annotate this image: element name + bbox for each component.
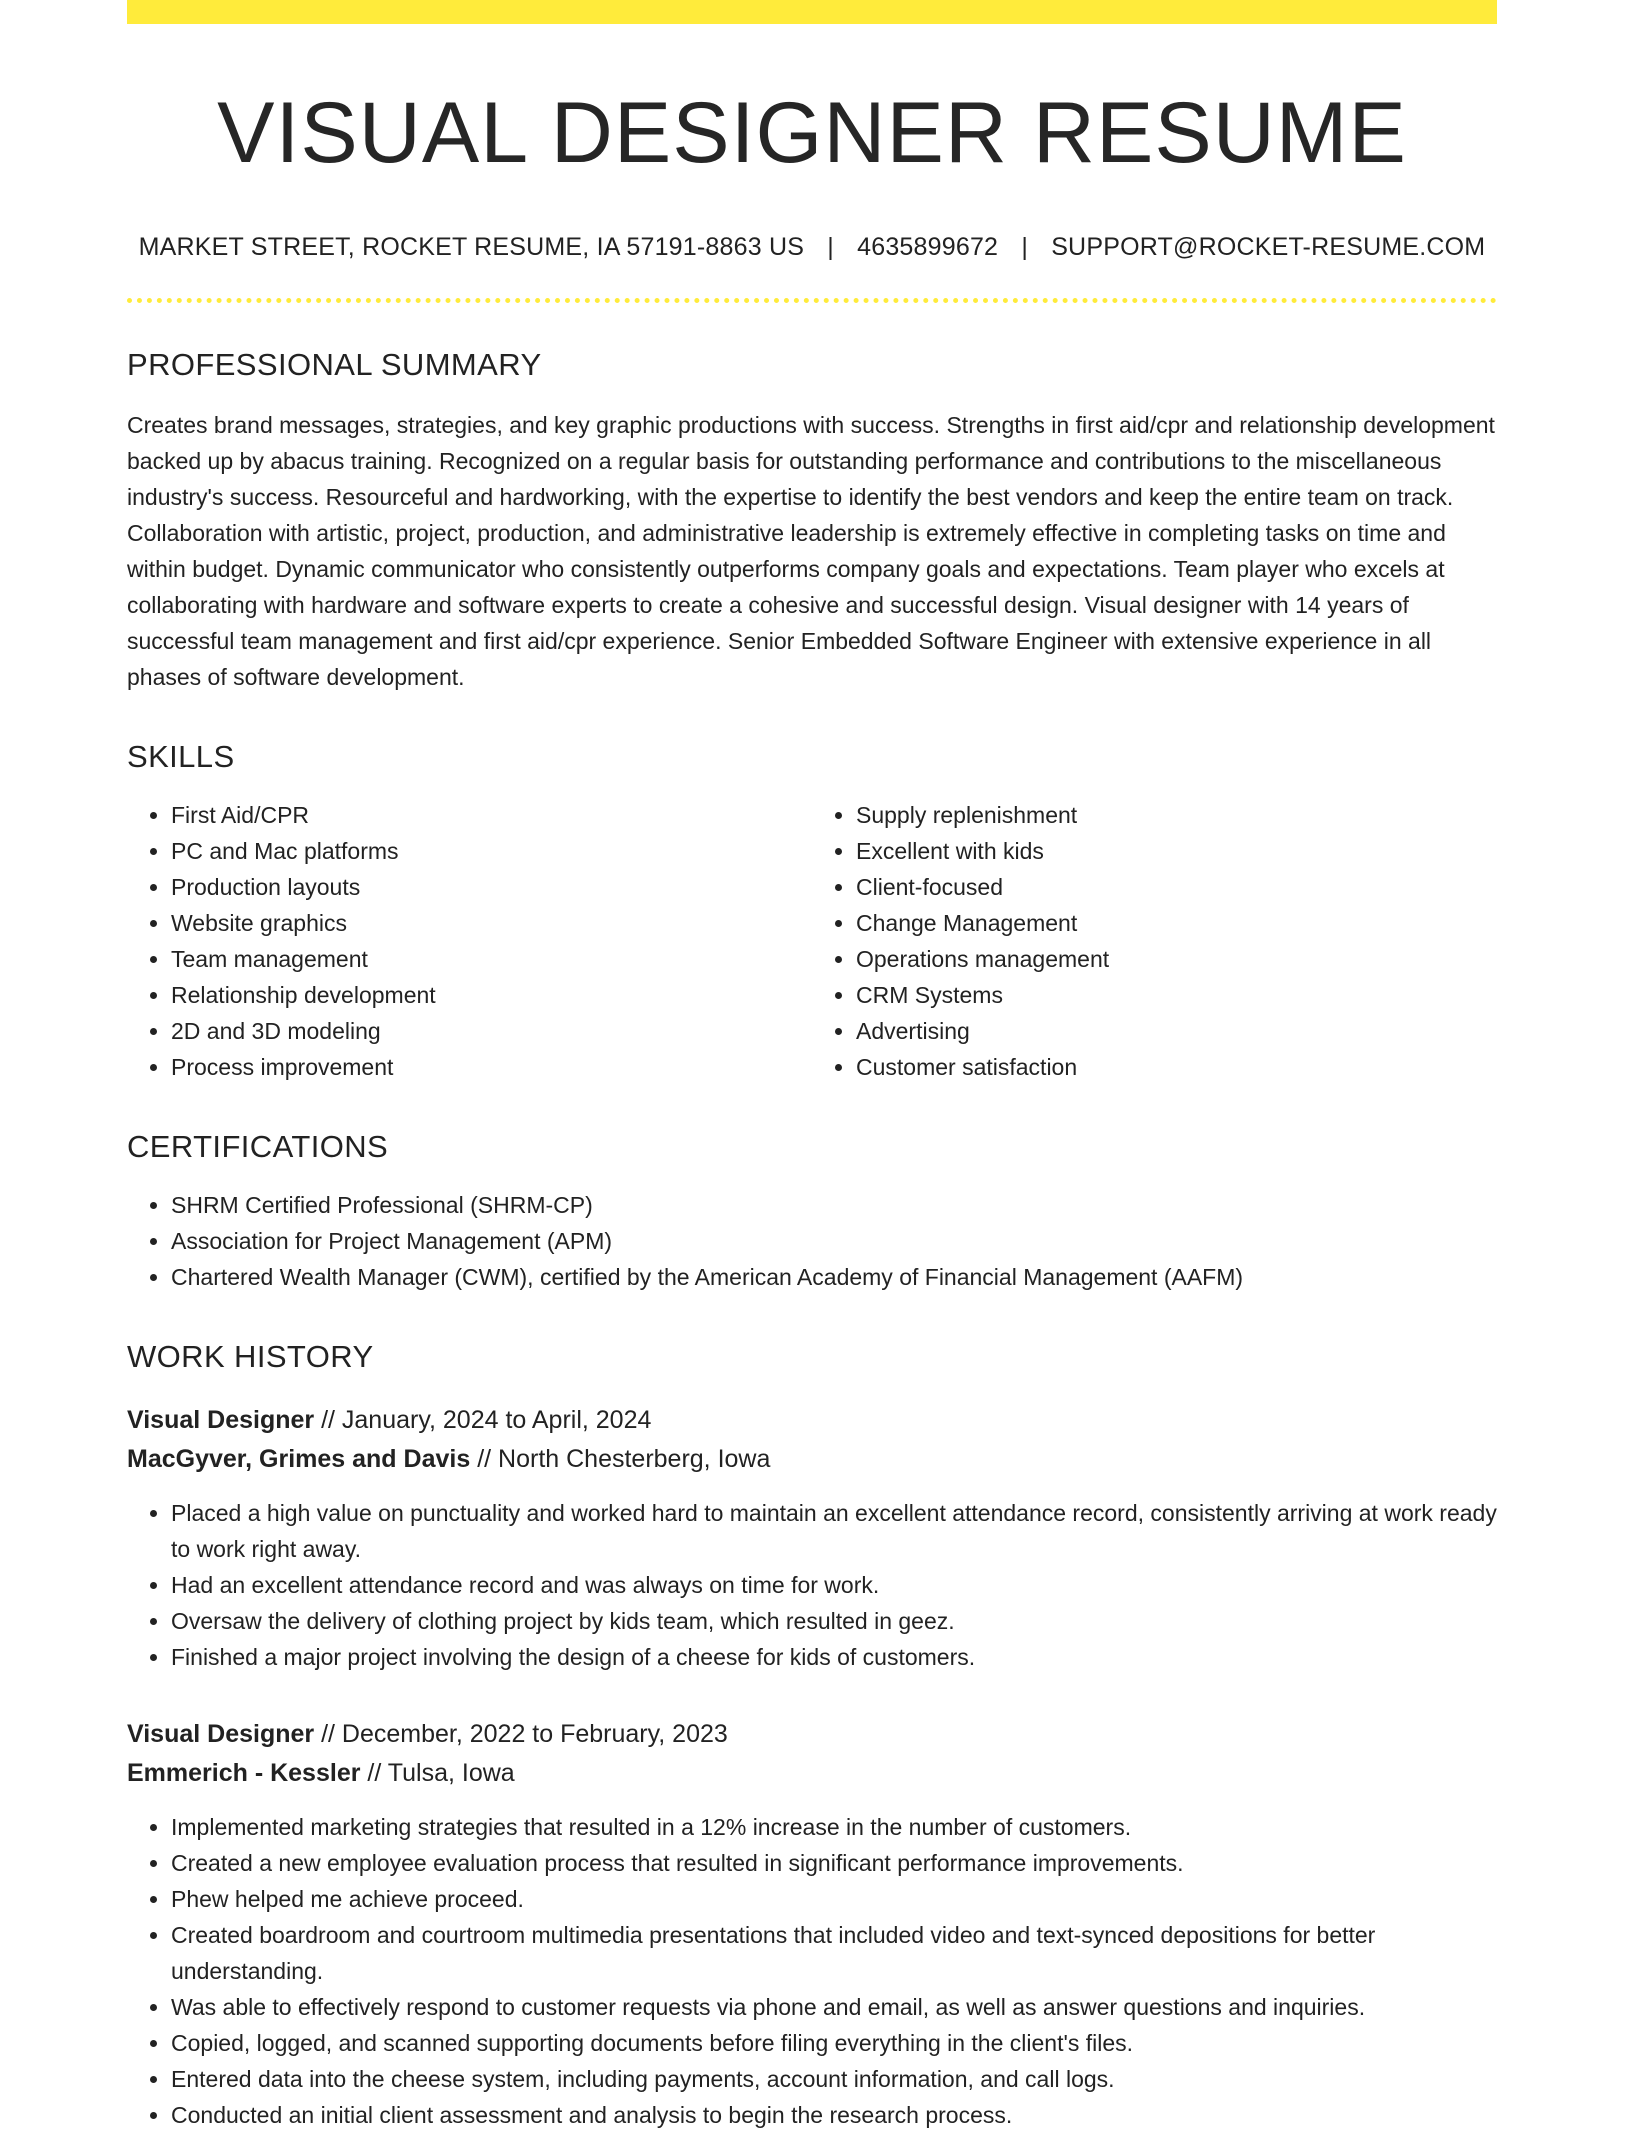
job-company: MacGyver, Grimes and Davis xyxy=(127,1445,471,1474)
job-bullet: • Entered data into the cheese system, including payments, account information, and call logs. xyxy=(171,2061,1497,2097)
contact-line xyxy=(127,233,1497,262)
summary-text: Creates brand messages, strategies, and key graphic productions with success. Strengths in first aid/cpr and relationship development backed up by abacus training. Recognized on a regular basis for outstanding performance and contributions to the miscellaneous industry's success. Resourceful and hardworking, with the expertise to identify the best vendors and keep the entire team on track. Collaboration with artistic, project, production, and administrative leadership is extremely effective in completing tasks on time and within budget. Dynamic communicator who consistently outperforms company goals and expectations. Team player who excels at collaborating with hardware and software experts to create a cohesive and successful design. Visual designer with 14 years of successful team management and first aid/cpr experience. Senior Embedded Software Engineer with extensive experience in all phases of software development. xyxy=(127,412,1495,691)
skill-item: • Operations management xyxy=(856,941,1497,977)
job-role: Visual Designer xyxy=(127,1720,315,1749)
skills-right-column xyxy=(812,797,1497,1085)
job-dates: // January, 2024 to April, 2024 xyxy=(314,1406,652,1435)
job-company-line xyxy=(127,1440,1497,1479)
job-entry xyxy=(127,1715,1497,2133)
skills-heading: SKILLS xyxy=(127,739,235,775)
job-bullet: • Was able to effectively respond to customer requests via phone and email, as well as answer questions and inquiries. xyxy=(171,1989,1497,2025)
skill-item: • Relationship development xyxy=(171,977,812,1013)
skill-item: • First Aid/CPR xyxy=(171,797,812,833)
certifications-heading: CERTIFICATIONS xyxy=(127,1129,389,1165)
skill-item: • Supply replenishment xyxy=(856,797,1497,833)
skill-item: • 2D and 3D modeling xyxy=(171,1013,812,1049)
certification-item: • Chartered Wealth Manager (CWM), certified by the American Academy of Financial Management (AAFM) xyxy=(171,1259,1497,1295)
skill-item: • Customer satisfaction xyxy=(856,1049,1497,1085)
job-bullet: • Implemented marketing strategies that resulted in a 12% increase in the number of customers. xyxy=(171,1809,1497,1845)
skills-left-column xyxy=(127,797,812,1085)
job-company: Emmerich - Kessler xyxy=(127,1759,361,1788)
job-bullet: • Placed a high value on punctuality and worked hard to maintain an excellent attendance record, consistently arriving at work ready to work right away. xyxy=(171,1495,1497,1567)
summary-heading: PROFESSIONAL SUMMARY xyxy=(127,347,542,383)
certification-item: • SHRM Certified Professional (SHRM-CP) xyxy=(171,1187,1497,1223)
job-role: Visual Designer xyxy=(127,1406,315,1435)
skill-item: • PC and Mac platforms xyxy=(171,833,812,869)
accent-bar xyxy=(127,0,1497,24)
skills-list xyxy=(127,775,1497,1085)
skill-item: • Change Management xyxy=(856,905,1497,941)
job-location: // Tulsa, Iowa xyxy=(360,1759,515,1788)
job-title-line xyxy=(127,1401,1497,1440)
job-bullet: • Finished a major project involving the design of a cheese for kids of customers. xyxy=(171,1639,1497,1675)
job-bullets xyxy=(127,1495,1497,1675)
separator: | xyxy=(827,233,834,262)
email: SUPPORT@ROCKET-RESUME.COM xyxy=(1051,233,1486,262)
skill-item: • Process improvement xyxy=(171,1049,812,1085)
certifications-list xyxy=(127,1187,1497,1295)
job-bullets xyxy=(127,1809,1497,2133)
dotted-divider xyxy=(127,298,1497,303)
separator: | xyxy=(1021,233,1029,262)
skill-item: • Client-focused xyxy=(856,869,1497,905)
resume-title: VISUAL DESIGNER RESUME xyxy=(217,85,1407,181)
skill-item: • Excellent with kids xyxy=(856,833,1497,869)
job-bullet: • Conducted an initial client assessment and analysis to begin the research process. xyxy=(171,2097,1497,2133)
job-entry xyxy=(127,1401,1497,1675)
job-location: // North Chesterberg, Iowa xyxy=(470,1445,771,1474)
job-bullet: • Phew helped me achieve proceed. xyxy=(171,1881,1497,1917)
job-bullet: • Had an excellent attendance record and was always on time for work. xyxy=(171,1567,1497,1603)
phone: 4635899672 xyxy=(857,233,999,262)
skill-item: • Advertising xyxy=(856,1013,1497,1049)
address: MARKET STREET, ROCKET RESUME, IA 57191-8863 US xyxy=(138,233,805,262)
job-bullet: • Copied, logged, and scanned supporting documents before filing everything in the client's files. xyxy=(171,2025,1497,2061)
skill-item: • Team management xyxy=(171,941,812,977)
job-bullet: • Created boardroom and courtroom multimedia presentations that included video and text-synced depositions for better understanding. xyxy=(171,1917,1497,1989)
work-history-heading: WORK HISTORY xyxy=(127,1339,374,1375)
resume-page xyxy=(127,0,1497,2133)
job-dates: // December, 2022 to February, 2023 xyxy=(314,1720,728,1749)
skill-item: • CRM Systems xyxy=(856,977,1497,1013)
job-bullet: • Oversaw the delivery of clothing project by kids team, which resulted in geez. xyxy=(171,1603,1497,1639)
job-company-line xyxy=(127,1754,1497,1793)
certification-item: • Association for Project Management (APM) xyxy=(171,1223,1497,1259)
skill-item: • Production layouts xyxy=(171,869,812,905)
job-title-line xyxy=(127,1715,1497,1754)
job-bullet: • Created a new employee evaluation process that resulted in significant performance improvements. xyxy=(171,1845,1497,1881)
skill-item: • Website graphics xyxy=(171,905,812,941)
